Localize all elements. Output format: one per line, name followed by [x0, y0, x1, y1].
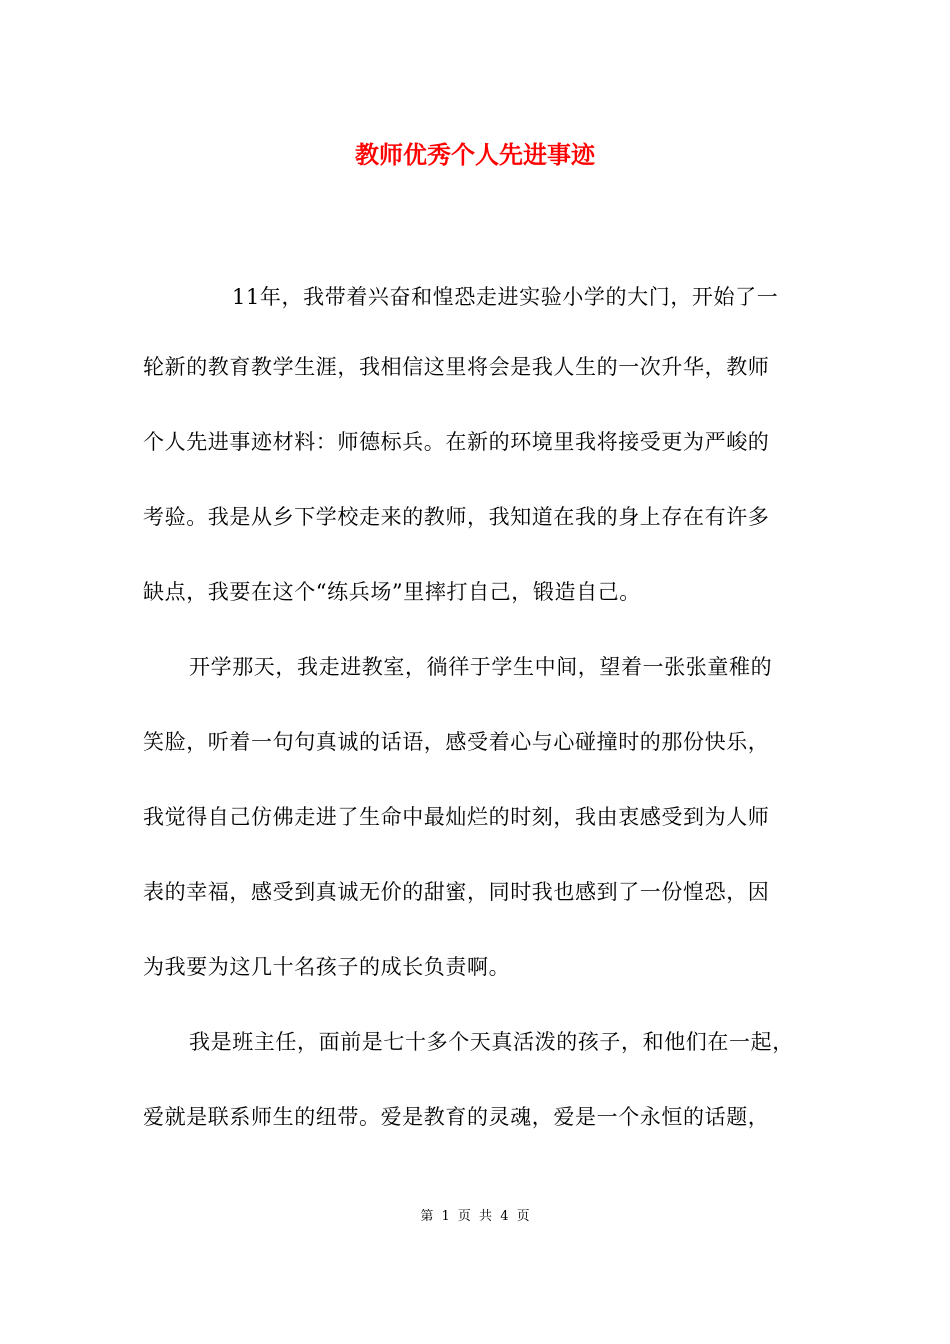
body-line-8: 我觉得自己仿佛走进了生命中最灿烂的时刻，我由衷感受到为人师: [143, 805, 770, 829]
body-line-10: 为我要为这几十名孩子的成长负责啊。: [143, 955, 511, 979]
page-footer: 第 1 页 共 4 页: [420, 1209, 530, 1224]
body-line-3: 个人先进事迹材料：师德标兵。在新的环境里我将接受更为严峻的: [143, 430, 770, 454]
body-line-5: 缺点，我要在这个“练兵场”里摔打自己，锻造自己。: [143, 580, 641, 604]
body-line-12: 爱就是联系师生的纽带。爱是教育的灵魂，爱是一个永恒的话题，: [143, 1105, 770, 1129]
body-line-11: 我是班主任，面前是七十多个天真活泼的孩子，和他们在一起，: [189, 1030, 794, 1054]
body-line-2: 轮新的教育教学生涯，我相信这里将会是我人生的一次升华，教师: [143, 355, 770, 379]
body-line-7: 笑脸，听着一句句真诚的话语，感受着心与心碰撞时的那份快乐，: [143, 730, 770, 754]
body-line-4: 考验。我是从乡下学校走来的教师，我知道在我的身上存在有许多: [143, 505, 770, 529]
body-line-9: 表的幸福，感受到真诚无价的甜蜜，同时我也感到了一份惶恐，因: [143, 880, 770, 904]
document-title: 教师优秀个人先进事迹: [355, 140, 595, 169]
body-line-1: 11年，我带着兴奋和惶恐走进实验小学的大门，开始了一: [232, 285, 779, 309]
body-line-6: 开学那天，我走进教室，徜徉于学生中间，望着一张张童稚的: [189, 655, 773, 679]
